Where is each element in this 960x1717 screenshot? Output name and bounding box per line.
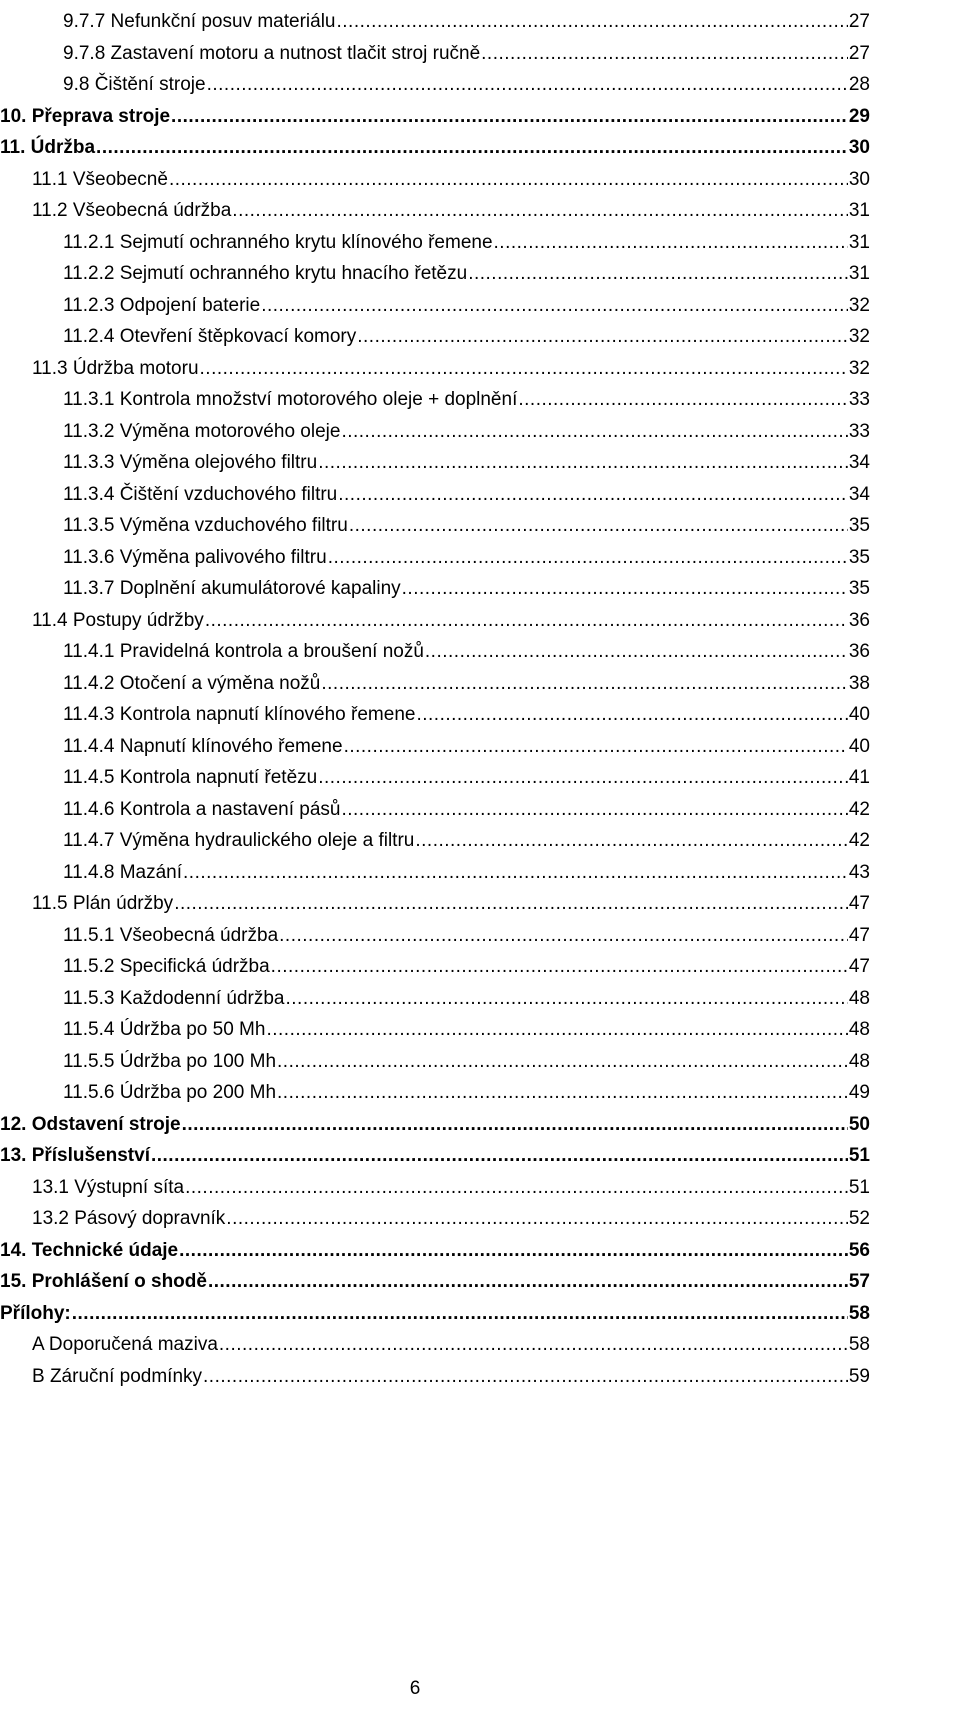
toc-entry[interactable] — [32, 1323, 870, 1357]
toc-entry-page: 51 — [848, 1145, 870, 1166]
toc-entry[interactable] — [63, 315, 870, 349]
toc-entry-page: 35 — [848, 515, 870, 536]
toc-dot-leader — [277, 1081, 848, 1105]
toc-dot-leader — [207, 73, 848, 97]
toc-entry[interactable] — [32, 1197, 870, 1231]
toc-entry-title: 12. Odstavení stroje — [0, 1113, 181, 1135]
toc-dot-leader — [425, 640, 848, 664]
toc-entry-page: 32 — [848, 326, 870, 347]
toc-entry-page: 30 — [848, 168, 870, 190]
toc-entry-title: 13.2 Pásový dopravník — [32, 1208, 226, 1229]
toc-entry-page: 35 — [848, 546, 870, 568]
toc-entry-page: 31 — [848, 200, 870, 221]
toc-entry-page: 57 — [848, 1271, 870, 1292]
toc-entry[interactable] — [63, 63, 870, 97]
toc-entry-title: 9.7.7 Nefunkční posuv materiálu — [63, 11, 336, 32]
toc-entry-title: 9.8 Čištění stroje — [63, 74, 206, 95]
toc-entry[interactable] — [63, 410, 870, 444]
toc-dot-leader — [318, 766, 848, 790]
toc-entry[interactable] — [0, 95, 870, 129]
toc-entry-title: 11.3.4 Čištění vzduchového filtru — [63, 483, 338, 505]
toc-entry[interactable] — [63, 221, 870, 255]
toc-entry[interactable] — [32, 599, 870, 633]
toc-entry[interactable] — [63, 914, 870, 948]
toc-entry-page: 36 — [848, 641, 870, 662]
toc-entry-page: 42 — [848, 830, 870, 851]
toc-entry-title: 11.2.1 Sejmutí ochranného krytu klínového řemene — [63, 231, 493, 253]
toc-entry[interactable] — [0, 1260, 870, 1294]
toc-entry-title: 11.2 Všeobecná údržba — [32, 200, 232, 221]
toc-dot-leader — [518, 388, 848, 412]
toc-entry[interactable] — [63, 662, 870, 696]
toc-entry-title: 11. Údržba — [0, 137, 96, 158]
toc-entry-title: 11.4.7 Výměna hydraulického oleje a filtru — [63, 830, 415, 851]
toc-entry-title: 11.4 Postupy údržby — [32, 609, 204, 631]
toc-entry-page: 36 — [848, 609, 870, 631]
toc-entry-title: 11.5.2 Specifická údržba — [63, 956, 270, 977]
toc-entry-page: 47 — [848, 893, 870, 914]
toc-entry-page: 49 — [848, 1082, 870, 1103]
toc-dot-leader — [481, 42, 848, 66]
toc-entry-page: 43 — [848, 861, 870, 883]
toc-dot-leader — [208, 1270, 848, 1294]
toc-entry[interactable] — [32, 189, 870, 223]
toc-entry-title: 11.4.1 Pravidelná kontrola a broušení nožů — [63, 641, 424, 662]
toc-dot-leader — [171, 105, 848, 129]
toc-entry[interactable] — [32, 1166, 870, 1200]
toc-entry-title: 11.3 Údržba motoru — [32, 357, 199, 379]
toc-dot-leader — [328, 546, 848, 570]
toc-entry-page: 41 — [848, 767, 870, 788]
toc-dot-leader — [357, 325, 848, 349]
toc-entry-title: 11.4.2 Otočení a výměna nožů — [63, 672, 321, 694]
toc-entry[interactable] — [63, 441, 870, 475]
toc-entry-title: 14. Technické údaje — [0, 1239, 179, 1261]
toc-dot-leader — [205, 609, 848, 633]
toc-entry[interactable] — [63, 1071, 870, 1105]
toc-entry-title: Přílohy: — [0, 1302, 71, 1324]
toc-entry-title: 11.5.1 Všeobecná údržba — [63, 924, 279, 946]
toc-entry[interactable] — [63, 693, 870, 727]
toc-entry-title: 11.4.6 Kontrola a nastavení pásů — [63, 798, 341, 820]
toc-dot-leader — [226, 1207, 848, 1231]
toc-dot-leader — [96, 136, 848, 160]
toc-entry-page: 28 — [848, 74, 870, 95]
toc-entry[interactable] — [63, 284, 870, 318]
toc-entry-page: 51 — [848, 1176, 870, 1198]
toc-entry-title: 11.5.5 Údržba po 100 Mh — [63, 1050, 277, 1072]
toc-entry-page: 34 — [848, 452, 870, 473]
toc-entry[interactable] — [63, 32, 870, 66]
toc-entry-page: 58 — [848, 1302, 870, 1324]
toc-dot-leader — [219, 1333, 848, 1357]
toc-entry-title: 10. Přeprava stroje — [0, 105, 171, 127]
toc-dot-leader — [182, 1113, 848, 1137]
toc-dot-leader — [415, 829, 848, 853]
toc-entry[interactable] — [63, 504, 870, 538]
toc-dot-leader — [203, 1365, 848, 1389]
toc-entry-title: 11.2.4 Otevření štěpkovací komory — [63, 326, 357, 347]
toc-entry-page: 38 — [848, 672, 870, 694]
toc-entry[interactable] — [0, 1134, 870, 1168]
toc-entry[interactable] — [63, 0, 870, 34]
page-number: 6 — [409, 1678, 421, 1699]
toc-entry-title: A Doporučená maziva — [32, 1334, 218, 1355]
toc-entry-page: 52 — [848, 1208, 870, 1229]
toc-entry[interactable] — [63, 819, 870, 853]
toc-entry[interactable] — [63, 851, 870, 885]
toc-entry[interactable] — [63, 252, 870, 286]
toc-entry[interactable] — [63, 567, 870, 601]
toc-entry-page: 48 — [848, 1019, 870, 1040]
toc-entry-title: 13.1 Výstupní síta — [32, 1176, 185, 1198]
toc-dot-leader — [344, 735, 848, 759]
toc-entry-page: 32 — [848, 357, 870, 379]
toc-entry-page: 48 — [848, 1050, 870, 1072]
toc-dot-leader — [266, 1018, 847, 1042]
toc-entry-page: 50 — [848, 1113, 870, 1135]
toc-entry[interactable] — [63, 473, 870, 507]
toc-entry-page: 47 — [848, 924, 870, 946]
toc-dot-leader — [338, 483, 848, 507]
toc-entry[interactable] — [32, 1355, 870, 1389]
toc-entry[interactable] — [63, 378, 870, 412]
toc-dot-leader — [261, 294, 848, 318]
toc-entry[interactable] — [63, 725, 870, 759]
toc-entry-page: 30 — [848, 137, 870, 158]
toc-dot-leader — [494, 231, 848, 255]
toc-dot-leader — [279, 924, 848, 948]
toc-dot-leader — [200, 357, 848, 381]
toc-entry-page: 33 — [848, 420, 870, 442]
toc-entry-title: B Záruční podmínky — [32, 1365, 203, 1387]
toc-entry-page: 40 — [848, 704, 870, 725]
toc-entry[interactable] — [63, 536, 870, 570]
toc-entry-title: 11.3.2 Výměna motorového oleje — [63, 420, 341, 442]
toc-entry-page: 56 — [848, 1239, 870, 1261]
toc-entry-page: 27 — [848, 42, 870, 64]
toc-entry-title: 11.3.5 Výměna vzduchového filtru — [63, 515, 348, 536]
toc-dot-leader — [277, 1050, 848, 1074]
toc-entry-page: 33 — [848, 389, 870, 410]
toc-entry[interactable] — [0, 1292, 870, 1326]
toc-entry[interactable] — [63, 1040, 870, 1074]
toc-dot-leader — [402, 577, 848, 601]
toc-entry[interactable] — [63, 977, 870, 1011]
toc-entry-title: 11.5.6 Údržba po 200 Mh — [63, 1082, 277, 1103]
toc-entry[interactable] — [63, 1008, 870, 1042]
toc-dot-leader — [341, 420, 847, 444]
toc-entry-page: 31 — [848, 231, 870, 253]
toc-entry[interactable] — [0, 1103, 870, 1137]
toc-dot-leader — [341, 798, 847, 822]
toc-entry-title: 11.2.3 Odpojení baterie — [63, 294, 261, 316]
toc-dot-leader — [185, 1176, 848, 1200]
toc-entry-page: 27 — [848, 11, 870, 32]
toc-entry-title: 11.4.3 Kontrola napnutí klínového řemene — [63, 704, 416, 725]
toc-entry[interactable] — [32, 158, 870, 192]
toc-entry-title: 11.2.2 Sejmutí ochranného krytu hnacího řetězu — [63, 263, 468, 284]
toc-dot-leader — [183, 861, 848, 885]
toc-entry-page: 31 — [848, 263, 870, 284]
toc-entry-page: 40 — [848, 735, 870, 757]
toc-dot-leader — [416, 703, 847, 727]
toc-entry-page: 34 — [848, 483, 870, 505]
toc-entry[interactable] — [63, 630, 870, 664]
toc-dot-leader — [337, 10, 848, 34]
toc-entry-title: 11.3.1 Kontrola množství motorového oleje + doplnění — [63, 389, 518, 410]
toc-entry-title: 11.4.8 Mazání — [63, 861, 183, 883]
toc-dot-leader — [72, 1302, 848, 1326]
toc-entry-title: 11.5.4 Údržba po 50 Mh — [63, 1019, 266, 1040]
toc-entry[interactable] — [32, 347, 870, 381]
toc-dot-leader — [286, 987, 848, 1011]
toc-entry-page: 47 — [848, 956, 870, 977]
toc-entry-page: 29 — [848, 105, 870, 127]
toc-entry-page: 42 — [848, 798, 870, 820]
toc-entry[interactable] — [0, 1229, 870, 1263]
toc-entry-title: 9.7.8 Zastavení motoru a nutnost tlačit stroj ručně — [63, 42, 481, 64]
toc-entry[interactable] — [63, 756, 870, 790]
toc-dot-leader — [468, 262, 848, 286]
toc-entry-page: 59 — [848, 1365, 870, 1387]
toc-entry-title: 11.4.4 Napnutí klínového řemene — [63, 735, 343, 757]
toc-entry[interactable] — [32, 882, 870, 916]
toc-entry-page: 32 — [848, 294, 870, 316]
toc-entry[interactable] — [0, 126, 870, 160]
toc-entry-page: 35 — [848, 578, 870, 599]
toc-dot-leader — [349, 514, 848, 538]
toc-entry[interactable] — [63, 945, 870, 979]
toc-entry-title: 11.3.3 Výměna olejového filtru — [63, 452, 318, 473]
toc-entry-title: 15. Prohlášení o shodě — [0, 1271, 207, 1292]
toc-entry[interactable] — [63, 788, 870, 822]
toc-entry-page: 58 — [848, 1334, 870, 1355]
toc-dot-leader — [169, 168, 848, 192]
toc-dot-leader — [271, 955, 848, 979]
toc-entry-title: 11.1 Všeobecně — [32, 168, 168, 190]
toc-dot-leader — [318, 451, 848, 475]
toc-dot-leader — [179, 1239, 848, 1263]
toc-entry-title: 11.5.3 Každodenní údržba — [63, 987, 285, 1009]
toc-dot-leader — [151, 1144, 848, 1168]
toc-dot-leader — [232, 199, 848, 223]
toc-dot-leader — [321, 672, 847, 696]
toc-entry-title: 13. Příslušenství — [0, 1145, 150, 1166]
toc-dot-leader — [174, 892, 848, 916]
toc-entry-page: 48 — [848, 987, 870, 1009]
toc-entry-title: 11.5 Plán údržby — [32, 893, 174, 914]
toc-entry-title: 11.3.7 Doplnění akumulátorové kapaliny — [63, 578, 401, 599]
toc-entry-title: 11.3.6 Výměna palivového filtru — [63, 546, 327, 568]
toc-entry-title: 11.4.5 Kontrola napnutí řetězu — [63, 767, 318, 788]
